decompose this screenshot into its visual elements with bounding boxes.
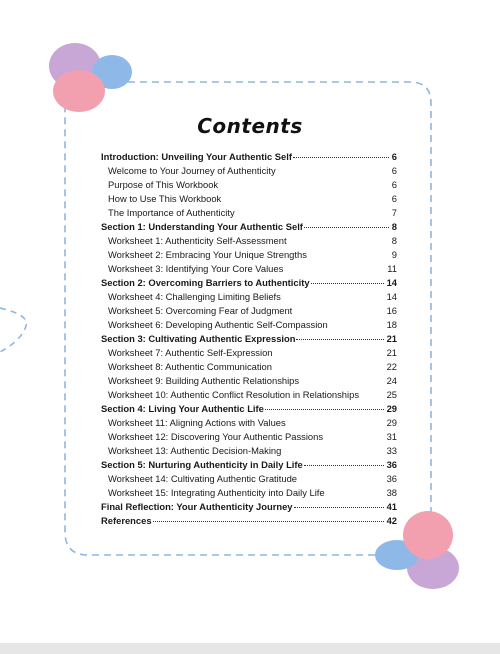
toc-entry-page: 11 [387,263,397,274]
toc-entry[interactable] [101,430,397,444]
toc-entry-page: 9 [391,249,397,260]
toc-entry[interactable] [101,486,397,500]
toc-entry[interactable] [101,472,397,486]
toc-entry-label: Worksheet 3: Identifying Your Core Values [108,263,284,274]
toc-entry-label: Worksheet 15: Integrating Authenticity into Daily Life [108,487,325,498]
toc-entry[interactable] [101,388,397,402]
toc-entry[interactable] [101,164,397,178]
toc-entry-label: Worksheet 11: Aligning Actions with Values [108,417,286,428]
toc-entry[interactable] [101,514,397,528]
toc-entry-page: 18 [386,319,397,330]
toc-entry[interactable] [101,192,397,206]
toc-entry[interactable] [101,346,397,360]
toc-entry-page: 14 [386,291,397,302]
dashed-swoosh [0,308,26,352]
toc-entry-page: 41 [386,501,397,512]
toc-entry[interactable] [101,304,397,318]
toc-entry-label: Worksheet 7: Authentic Self-Expression [108,347,273,358]
toc-entry-label: The Importance of Authenticity [108,207,235,218]
toc-entry-page: 16 [386,305,397,316]
toc-entry-label: Worksheet 9: Building Authentic Relationships [108,375,300,386]
toc-entry[interactable] [101,248,397,262]
toc-entry-label: Section 4: Living Your Authentic Life [101,403,264,414]
toc-entry-label: Welcome to Your Journey of Authenticity [108,165,276,176]
toc-entry-label: Worksheet 2: Embracing Your Unique Strengths [108,249,307,260]
toc-entry-label: Worksheet 6: Developing Authentic Self-Compassion [108,319,328,330]
dot-leader [311,276,384,284]
toc-entry-label: Worksheet 8: Authentic Communication [108,361,272,372]
toc-entry-label: Worksheet 1: Authenticity Self-Assessment [108,235,287,246]
toc-entry[interactable] [101,402,397,416]
toc-entry[interactable] [101,178,397,192]
toc-entry-page: 21 [386,347,397,358]
toc-entry-page: 8 [391,235,397,246]
table-of-contents [101,150,397,528]
dot-leader [153,514,384,522]
toc-entry-label: Section 5: Nurturing Authenticity in Daily Life [101,459,303,470]
page-title: Contents [197,114,303,138]
toc-entry[interactable] [101,416,397,430]
toc-entry-page: 6 [391,179,397,190]
toc-entry-label: Final Reflection: Your Authenticity Journey [101,501,293,512]
toc-entry-page: 25 [386,389,397,400]
toc-entry-label: References [101,515,152,526]
dot-leader [294,500,384,508]
toc-entry[interactable] [101,458,397,472]
toc-entry[interactable] [101,500,397,514]
dot-leader [296,332,383,340]
toc-entry[interactable] [101,332,397,346]
toc-entry-label: Worksheet 5: Overcoming Fear of Judgment [108,305,293,316]
dot-leader [304,220,389,228]
toc-entry-page: 29 [386,403,397,414]
toc-entry-label: Section 3: Cultivating Authentic Expression [101,333,296,344]
toc-entry-label: Section 1: Understanding Your Authentic Self [101,221,303,232]
toc-entry-page: 14 [386,277,397,288]
toc-entry-page: 38 [386,487,397,498]
toc-entry-page: 8 [391,221,397,232]
toc-entry[interactable] [101,276,397,290]
toc-entry-page: 21 [386,333,397,344]
dot-leader [265,402,384,410]
toc-entry-label: How to Use This Workbook [108,193,222,204]
toc-entry-page: 36 [386,473,397,484]
toc-entry[interactable] [101,220,397,234]
toc-entry-page: 42 [386,515,397,526]
toc-entry-page: 36 [386,459,397,470]
toc-entry-page: 7 [391,207,397,218]
dot-leader [293,150,389,158]
toc-entry[interactable] [101,374,397,388]
page-bottom-edge [0,643,500,654]
toc-entry-page: 24 [386,375,397,386]
toc-entry-page: 33 [386,445,397,456]
toc-entry-page: 6 [391,193,397,204]
toc-entry-page: 6 [391,151,397,162]
toc-entry-label: Worksheet 14: Cultivating Authentic Gratitude [108,473,297,484]
toc-entry-label: Worksheet 12: Discovering Your Authentic Passions [108,431,324,442]
toc-entry-label: Worksheet 13: Authentic Decision-Making [108,445,282,456]
toc-entry-label: Purpose of This Workbook [108,179,219,190]
toc-entry[interactable] [101,234,397,248]
toc-entry-label: Introduction: Unveiling Your Authentic Self [101,151,292,162]
dot-leader [304,458,384,466]
toc-entry-page: 22 [386,361,397,372]
toc-entry-label: Worksheet 4: Challenging Limiting Beliefs [108,291,281,302]
toc-entry-page: 31 [386,431,397,442]
toc-entry[interactable] [101,290,397,304]
blob-cluster-top [49,43,132,112]
toc-entry[interactable] [101,206,397,220]
toc-entry-page: 29 [386,417,397,428]
toc-entry[interactable] [101,360,397,374]
toc-entry-label: Worksheet 10: Authentic Conflict Resolution in Relationships [108,389,360,400]
toc-entry[interactable] [101,444,397,458]
toc-entry[interactable] [101,318,397,332]
toc-entry-page: 6 [391,165,397,176]
toc-entry-label: Section 2: Overcoming Barriers to Authenticity [101,277,310,288]
toc-entry[interactable] [101,262,397,276]
toc-entry[interactable] [101,150,397,164]
